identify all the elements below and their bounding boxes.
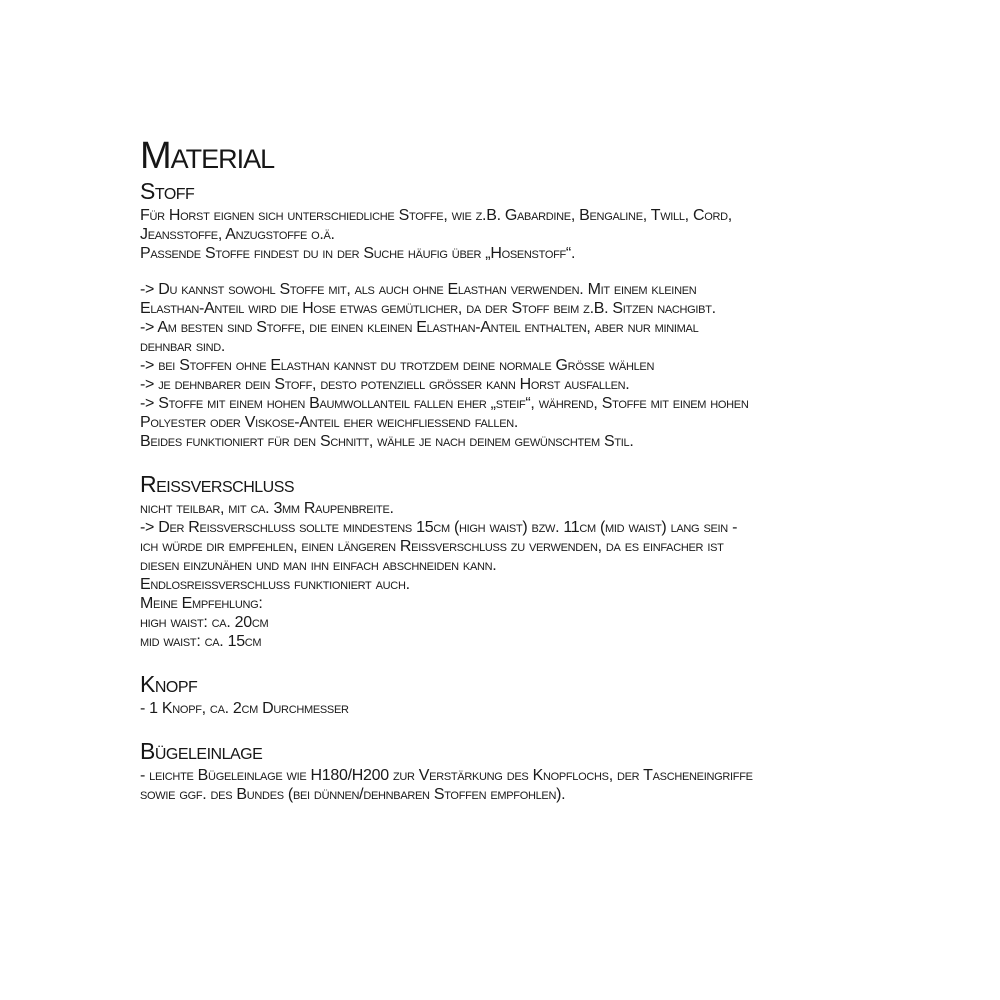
section-heading-buegeleinlage: Bügeleinlage [140, 738, 263, 764]
page-title: Material [140, 135, 275, 177]
section-heading-stoff: Stoff [140, 178, 195, 204]
paragraph [140, 206, 880, 263]
text-line: -> Stoffe mit einem hohen Baumwollanteil fallen eher „steif“, während, Stoffe mit einem hohen [140, 395, 749, 412]
text-line: -> Der Reissverschluss sollte mindestens 15cm (high waist) bzw. 11cm (mid waist) lang sein - [140, 519, 738, 536]
section-heading-knopf: Knopf [140, 671, 198, 697]
text-line: -> Am besten sind Stoffe, die einen kleinen Elasthan-Anteil enthalten, aber nur minimal [140, 319, 699, 336]
paragraph [140, 766, 880, 804]
text-line: Meine Empfehlung: [140, 595, 263, 612]
text-line: nicht teilbar, mit ca. 3mm Raupenbreite. [140, 500, 394, 517]
section-heading-reissverschluss: Reissverschluss [140, 471, 295, 497]
text-line: -> Du kannst sowohl Stoffe mit, als auch ohne Elasthan verwenden. Mit einem kleinen [140, 281, 697, 298]
section-knopf [140, 671, 880, 718]
text-line: dehnbar sind. [140, 338, 226, 355]
paragraph [140, 699, 880, 718]
text-line: diesen einzunähen und man ihn einfach abschneiden kann. [140, 557, 497, 574]
document-content [140, 136, 880, 804]
text-line: - leichte Bügeleinlage wie H180/H200 zur Verstärkung des Knopflochs, der Tascheneingriffe [140, 767, 753, 784]
paragraph [140, 499, 880, 651]
text-line: Elasthan-Anteil wird die Hose etwas gemütlicher, da der Stoff beim z.B. Sitzen nachgibt. [140, 300, 716, 317]
text-line: Für Horst eignen sich unterschiedliche Stoffe, wie z.B. Gabardine, Bengaline, Twill, Cord, [140, 207, 732, 224]
text-line: -> bei Stoffen ohne Elasthan kannst du trotzdem deine normale Grösse wählen [140, 357, 655, 374]
text-line: -> je dehnbarer dein Stoff, desto potenziell grösser kann Horst ausfallen. [140, 376, 630, 393]
paragraph [140, 280, 880, 451]
text-line: high waist: ca. 20cm [140, 614, 269, 631]
section-buegeleinlage [140, 738, 880, 804]
text-line: Jeansstoffe, Anzugstoffe o.ä. [140, 226, 335, 243]
text-line: ich würde dir empfehlen, einen längeren Reissverschluss zu verwenden, da es einfacher ist [140, 538, 724, 555]
text-line: Endlosreissverschluss funktioniert auch. [140, 576, 410, 593]
text-line: - 1 Knopf, ca. 2cm Durchmesser [140, 700, 349, 717]
text-line: Polyester oder Viskose-Anteil eher weichfliessend fallen. [140, 414, 519, 431]
text-line: Passende Stoffe findest du in der Suche häufig über „Hosenstoff“. [140, 245, 576, 262]
text-line: mid waist: ca. 15cm [140, 633, 262, 650]
section-reissverschluss [140, 471, 880, 651]
text-line: sowie ggf. des Bundes (bei dünnen/dehnbaren Stoffen empfohlen). [140, 786, 566, 803]
section-stoff [140, 178, 880, 451]
text-line: Beides funktioniert für den Schnitt, wähle je nach deinem gewünschtem Stil. [140, 433, 634, 450]
